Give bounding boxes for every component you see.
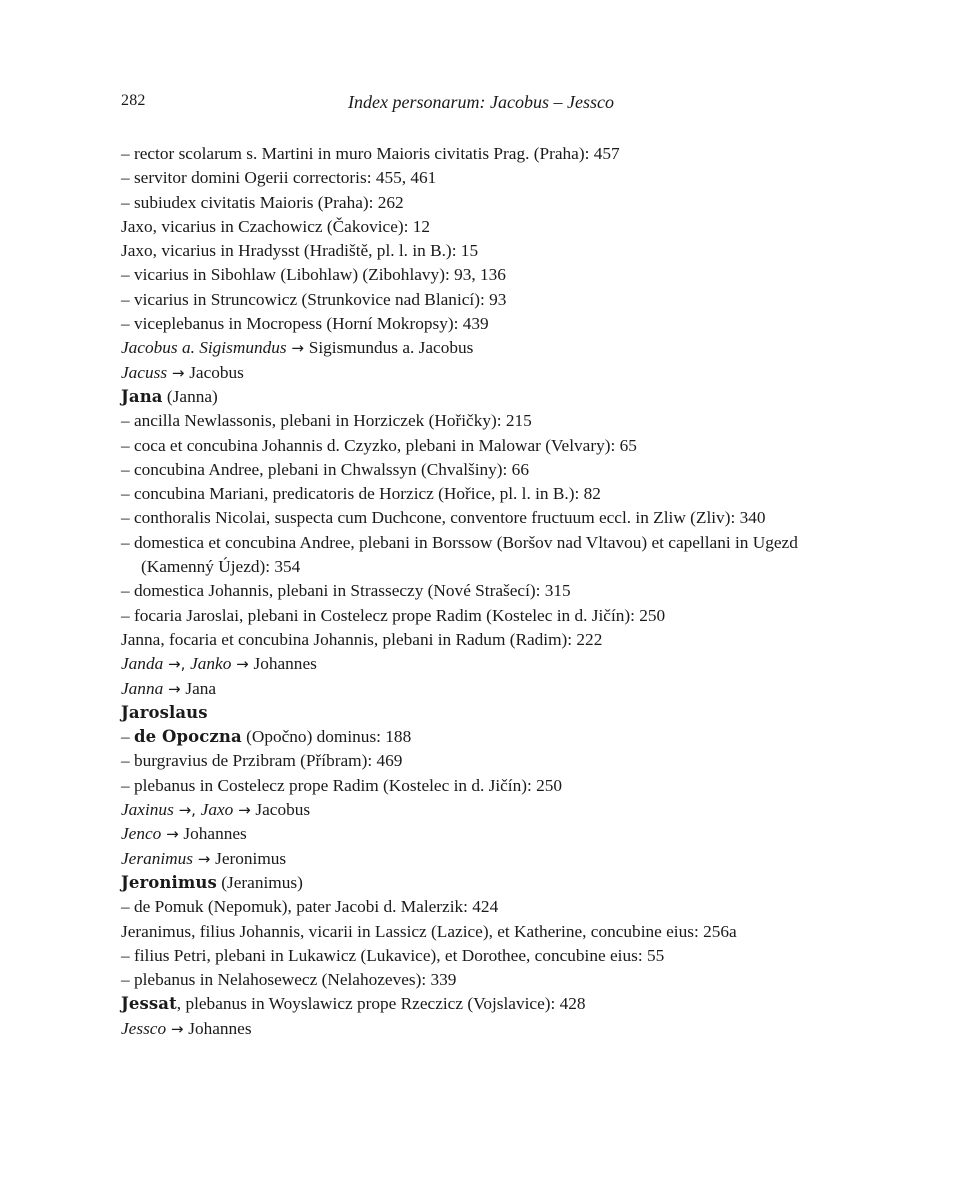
- entry-text: – concubina Andree, plebani in Chwalssyn (Chvalšiny): 66: [121, 459, 529, 479]
- entry-text: Janna, focaria et concubina Johannis, plebani in Radum (Radim): 222: [121, 629, 603, 649]
- entry-text: Jaxo, vicarius in Czachowicz (Čakovice): 12: [121, 216, 431, 236]
- cross-reference-term: Janda: [121, 654, 164, 674]
- entry-text: , plebanus in Woyslawicz prope Rzeczicz (Vojslavice): 428: [176, 994, 586, 1014]
- cross-reference-arrow: →,: [163, 655, 191, 674]
- index-entry: [121, 506, 846, 530]
- entry-text: Johannes: [183, 824, 247, 844]
- index-entry: [121, 166, 846, 190]
- entry-text: – rector scolarum s. Martini in muro Maioris civitatis Prag. (Praha): 457: [121, 144, 620, 163]
- index-entry: [121, 409, 846, 433]
- cross-reference-arrow: →: [166, 1019, 189, 1038]
- entry-text: Jeronimus: [215, 848, 287, 868]
- entry-text: – domestica Johannis, plebani in Strasseczy (Nové Strašecí): 315: [121, 581, 571, 601]
- cross-reference-arrow: →,: [173, 801, 201, 820]
- index-entry: [121, 312, 846, 336]
- entry-text: Johannes: [253, 654, 317, 674]
- index-entry: [121, 992, 846, 1016]
- entry-text: Jana: [185, 678, 217, 698]
- index-entry: [121, 336, 846, 360]
- entry-text: (Janna): [162, 386, 218, 406]
- page-number: 282: [121, 92, 146, 109]
- cross-reference-term: Jeranimus: [121, 848, 193, 868]
- headword: Jaroslaus: [121, 702, 208, 722]
- entry-text: – burgravius de Przibram (Příbram): 469: [121, 751, 403, 771]
- entry-text: – coca et concubina Johannis d. Czyzko, plebani in Malowar (Velvary): 65: [121, 435, 637, 455]
- index-entry: [121, 482, 846, 506]
- entry-text: – de Pomuk (Nepomuk), pater Jacobi d. Malerzik: 424: [121, 897, 499, 917]
- entry-text: – focaria Jaroslai, plebani in Costelecz prope Radim (Kostelec in d. Jičín): 250: [121, 605, 666, 625]
- cross-reference-arrow: →: [163, 679, 186, 698]
- index-entries: [121, 142, 846, 1041]
- page-header: [121, 92, 841, 118]
- cross-reference-arrow: →: [193, 849, 216, 868]
- index-entry: [121, 652, 846, 676]
- entry-text: (Opočno) dominus: 188: [241, 727, 412, 747]
- index-entry: [121, 288, 846, 312]
- headword: Jana: [121, 386, 163, 406]
- entry-text: – viceplebanus in Mocropess (Horní Mokropsy): 439: [121, 314, 489, 334]
- index-entry: [121, 263, 846, 287]
- cross-reference-arrow: →: [231, 655, 254, 674]
- cross-reference-term: Jaxo: [200, 800, 234, 820]
- cross-reference-term: Jacobus a. Sigismundus: [121, 338, 287, 358]
- entry-text: – filius Petri, plebani in Lukawicz (Lukavice), et Dorothee, concubine eius: 55: [121, 945, 665, 965]
- index-entry: [121, 142, 846, 166]
- cross-reference-term: Jaxinus: [121, 800, 174, 820]
- index-entry: [121, 191, 846, 215]
- cross-reference-arrow: →: [167, 363, 190, 382]
- entry-text: – plebanus in Nelahosewecz (Nelahozeves): 339: [121, 970, 457, 990]
- index-entry: [121, 1017, 846, 1041]
- index-entry: [121, 239, 846, 263]
- headword: Jeronimus: [121, 872, 217, 892]
- index-entry: [121, 604, 846, 628]
- index-entry: [121, 531, 846, 580]
- entry-text: Johannes: [188, 1018, 252, 1038]
- cross-reference-term: Jacuss: [121, 362, 168, 382]
- index-entry: [121, 944, 846, 968]
- index-entry: [121, 628, 846, 652]
- running-title: Index personarum: Jacobus – Jessco: [348, 92, 614, 112]
- entry-text: (Jeranimus): [216, 872, 303, 892]
- entry-text: –: [121, 727, 134, 747]
- entry-text: – vicarius in Sibohlaw (Libohlaw) (Zibohlavy): 93, 136: [121, 265, 506, 285]
- cross-reference-arrow: →: [286, 339, 309, 358]
- index-entry: [121, 968, 846, 992]
- index-entry: [121, 579, 846, 603]
- cross-reference-term: Jessco: [121, 1018, 167, 1038]
- headword: Jessat: [121, 994, 177, 1014]
- index-entry: [121, 847, 846, 871]
- cross-reference-term: Jenco: [121, 824, 162, 844]
- index-entry: [121, 749, 846, 773]
- index-entry: [121, 458, 846, 482]
- index-entry: [121, 215, 846, 239]
- entry-text: – domestica et concubina Andree, plebani in Borssow (Boršov nad Vltavou) et capellani in Ugezd (Kamenný Újezd): 354: [121, 532, 798, 577]
- index-entry: [121, 434, 846, 458]
- index-entry: [121, 920, 846, 944]
- index-entry: [121, 774, 846, 798]
- entry-text: – subiudex civitatis Maioris (Praha): 262: [121, 192, 404, 212]
- entry-text: – conthoralis Nicolai, suspecta cum Duchcone, conventore fructuum eccl. in Zliw (Zliv): 340: [121, 508, 766, 528]
- index-entry: [121, 895, 846, 919]
- index-entry: [121, 701, 846, 725]
- entry-text: – concubina Mariani, predicatoris de Horzicz (Hořice, pl. l. in B.): 82: [121, 484, 601, 504]
- headword: de Opoczna: [133, 727, 242, 747]
- entry-text: Jaxo, vicarius in Hradysst (Hradiště, pl. l. in B.): 15: [121, 241, 479, 261]
- entry-text: Jacobus: [255, 800, 311, 820]
- entry-text: – vicarius in Struncowicz (Strunkovice nad Blanicí): 93: [121, 289, 507, 309]
- index-entry: [121, 871, 846, 895]
- cross-reference-term: Janna: [121, 678, 164, 698]
- index-entry: [121, 822, 846, 846]
- index-entry: [121, 385, 846, 409]
- index-entry: [121, 798, 846, 822]
- cross-reference-term: Janko: [190, 654, 232, 674]
- entry-text: – plebanus in Costelecz prope Radim (Kostelec in d. Jičín): 250: [121, 775, 563, 795]
- cross-reference-arrow: →: [233, 801, 256, 820]
- index-entry: [121, 361, 846, 385]
- index-entry: [121, 677, 846, 701]
- entry-text: – ancilla Newlassonis, plebani in Horziczek (Hořičky): 215: [121, 411, 532, 431]
- index-entry: [121, 725, 846, 749]
- entry-text: Sigismundus a. Jacobus: [308, 338, 474, 358]
- cross-reference-arrow: →: [161, 825, 184, 844]
- entry-text: – servitor domini Ogerii correctoris: 455, 461: [121, 168, 437, 188]
- entry-text: Jeranimus, filius Johannis, vicarii in Lassicz (Lazice), et Katherine, concubine eius: 256a: [121, 921, 737, 941]
- entry-text: Jacobus: [189, 362, 244, 382]
